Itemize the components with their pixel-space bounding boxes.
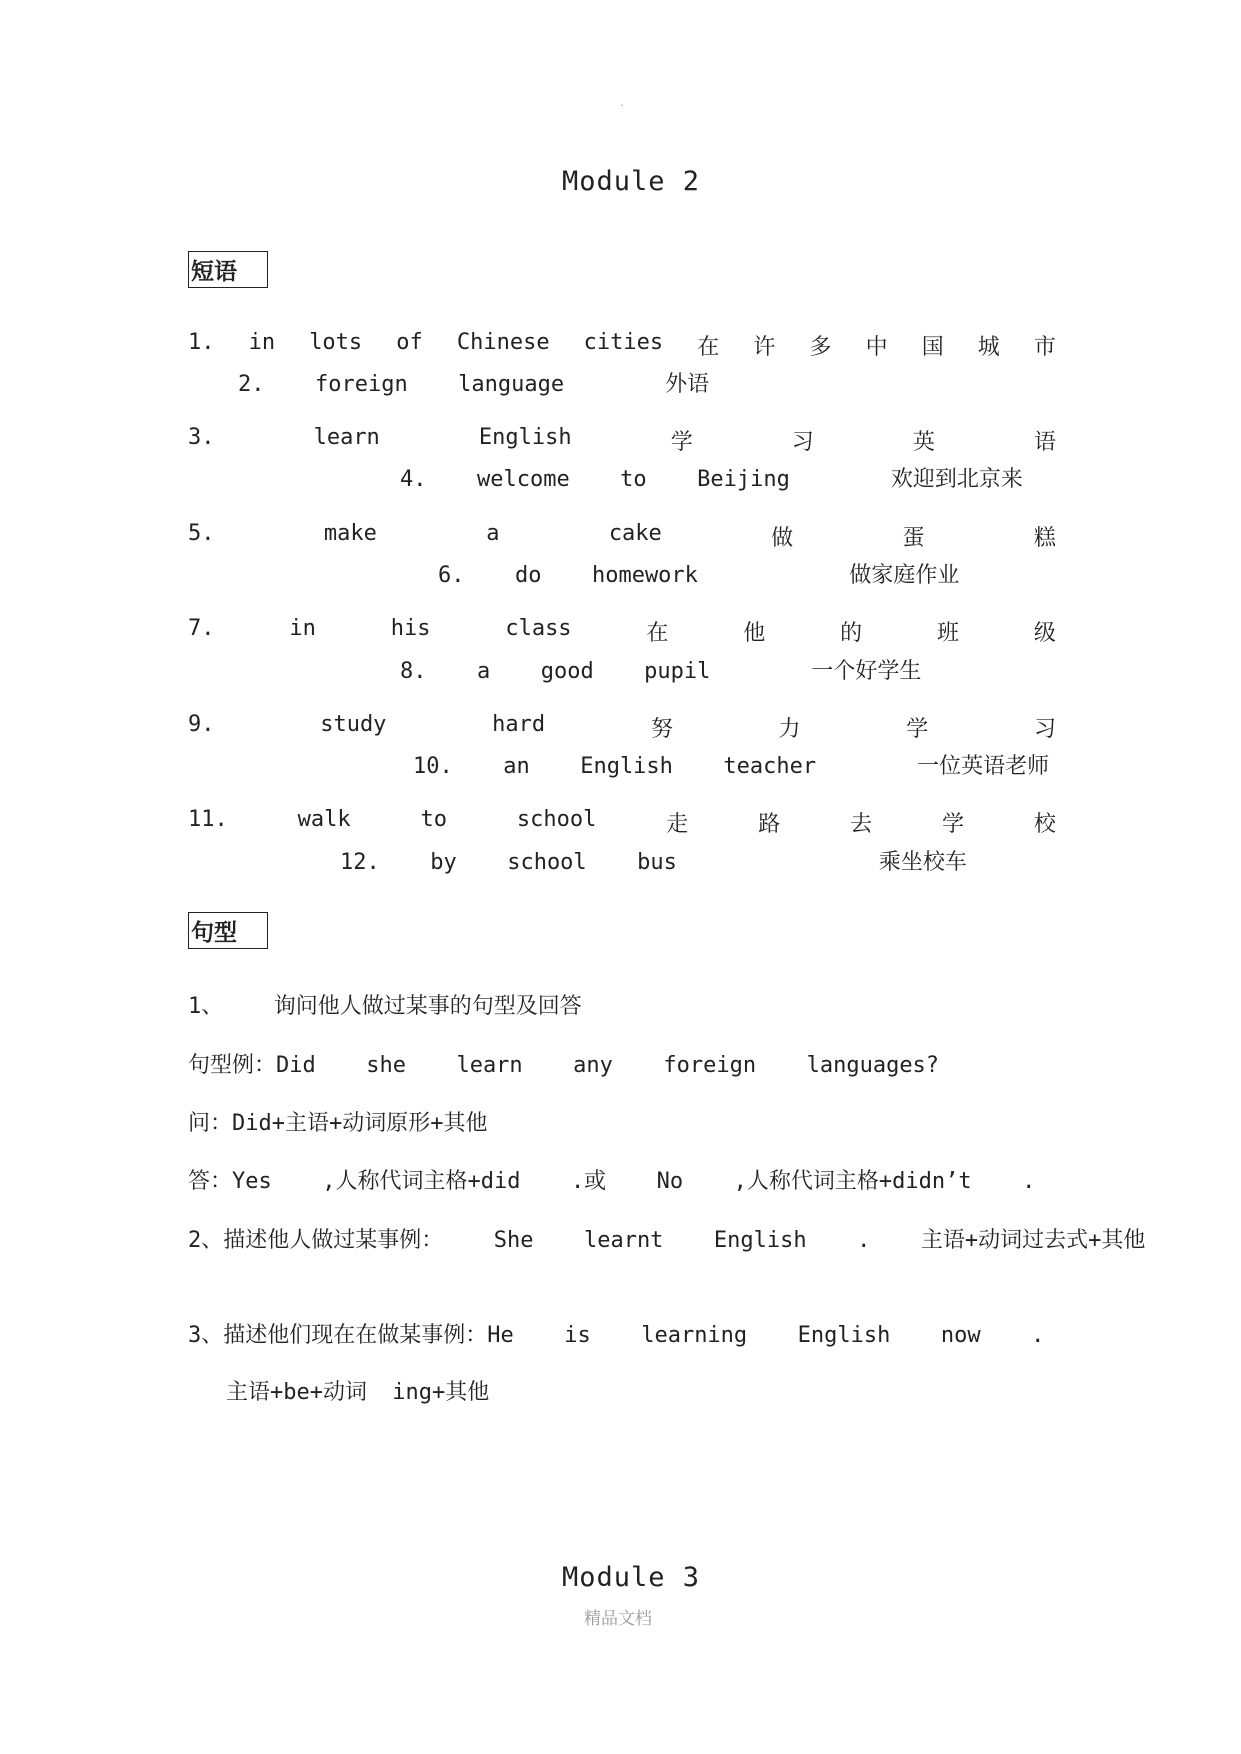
phrase-word: lots xyxy=(309,330,363,355)
phrase-word: cake xyxy=(608,521,662,546)
pattern-line-5: 2、描述他人做过某事例： She learnt English . 主语+动词过去式+其他 xyxy=(188,1228,1146,1253)
footer-watermark: 精品文档 xyxy=(584,1609,652,1629)
phrase-word: cities xyxy=(583,330,664,355)
phrase-word: 校 xyxy=(1033,812,1056,837)
phrase-word: 力 xyxy=(778,717,801,742)
phrase-word: of xyxy=(396,330,423,355)
phrase-2: 2. foreign language 外语 xyxy=(238,372,710,397)
phrase-word: in xyxy=(248,330,276,355)
phrase-word: 去 xyxy=(850,812,873,837)
phrase-word: 习 xyxy=(791,430,814,455)
module-3-title: Module 3 xyxy=(562,1562,701,1593)
pattern-line-2: 句型例：Did she learn any foreign languages? xyxy=(188,1053,940,1078)
phrase-word: Chinese xyxy=(456,330,550,355)
phrase-word: 他 xyxy=(743,621,766,646)
phrase-word: make xyxy=(323,521,377,546)
phrase-word: 在 xyxy=(646,621,669,646)
phrase-word: 学 xyxy=(942,812,965,837)
phrase-word: 7. xyxy=(188,616,215,641)
phrase-12: 12. by school bus 乘坐校车 xyxy=(340,850,967,875)
phrase-word: 3. xyxy=(188,425,215,450)
phrase-5 xyxy=(188,521,1056,552)
phrase-word: 糕 xyxy=(1033,526,1056,551)
phrase-word: learn xyxy=(313,425,380,450)
phrase-word: hard xyxy=(492,712,546,737)
phrase-word: 语 xyxy=(1033,430,1056,455)
phrase-word: 1. xyxy=(188,330,215,355)
phrase-11 xyxy=(188,807,1056,838)
phrase-word: 班 xyxy=(937,621,960,646)
phrase-word: 多 xyxy=(809,335,832,360)
phrase-word: 的 xyxy=(840,621,863,646)
phrase-word: a xyxy=(486,521,500,546)
phrase-word: 英 xyxy=(912,430,935,455)
phrase-8: 8. a good pupil 一个好学生 xyxy=(400,659,922,684)
phrase-word: 9. xyxy=(188,712,215,737)
phrase-word: 级 xyxy=(1033,621,1056,646)
phrase-word: in xyxy=(289,616,316,641)
phrase-9 xyxy=(188,712,1056,743)
phrase-word: 5. xyxy=(188,521,215,546)
phrases-heading: 短语 xyxy=(188,251,268,288)
phrase-word: class xyxy=(505,616,572,641)
phrase-word: 学 xyxy=(906,717,929,742)
phrase-word: 蛋 xyxy=(902,526,925,551)
phrase-word: 许 xyxy=(753,335,776,360)
pattern-line-4: 答：Yes ,人称代词主格+did .或 No ,人称代词主格+didn’t . xyxy=(188,1169,1036,1194)
patterns-heading: 句型 xyxy=(188,912,268,949)
phrase-word: 努 xyxy=(650,717,673,742)
phrase-word: 走 xyxy=(666,812,689,837)
pattern-line-6: 3、描述他们现在在做某事例：He is learning English now . xyxy=(188,1323,1045,1348)
phrase-word: 11. xyxy=(188,807,228,832)
phrase-word: school xyxy=(516,807,597,832)
phrase-3 xyxy=(188,425,1056,456)
phrase-6: 6. do homework 做家庭作业 xyxy=(438,563,960,588)
phrase-1 xyxy=(188,330,1056,361)
phrase-word: 中 xyxy=(865,335,888,360)
phrase-word: 学 xyxy=(670,430,693,455)
phrase-7 xyxy=(188,616,1056,647)
phrase-word: 城 xyxy=(977,335,1000,360)
phrase-word: study xyxy=(320,712,387,737)
top-mark: . xyxy=(619,98,626,109)
module-2-title: Module 2 xyxy=(562,166,701,197)
pattern-line-1: 1、 询问他人做过某事的句型及回答 xyxy=(188,994,582,1019)
phrase-word: 路 xyxy=(758,812,781,837)
phrase-word: 国 xyxy=(921,335,944,360)
phrase-word: 做 xyxy=(771,526,794,551)
phrase-10: 10. an English teacher 一位英语老师 xyxy=(413,754,1050,779)
phrase-word: walk xyxy=(297,807,351,832)
phrase-4: 4. welcome to Beijing 欢迎到北京来 xyxy=(400,467,1023,492)
phrase-word: to xyxy=(420,807,448,832)
phrase-word: his xyxy=(390,616,431,641)
pattern-line-3: 问：Did+主语+动词原形+其他 xyxy=(188,1111,488,1136)
phrase-word: English xyxy=(478,425,572,450)
phrase-word: 习 xyxy=(1033,717,1056,742)
phrase-word: 在 xyxy=(697,335,720,360)
pattern-line-7: 主语+be+动词 ing+其他 xyxy=(226,1380,490,1405)
phrase-word: 市 xyxy=(1033,335,1056,360)
